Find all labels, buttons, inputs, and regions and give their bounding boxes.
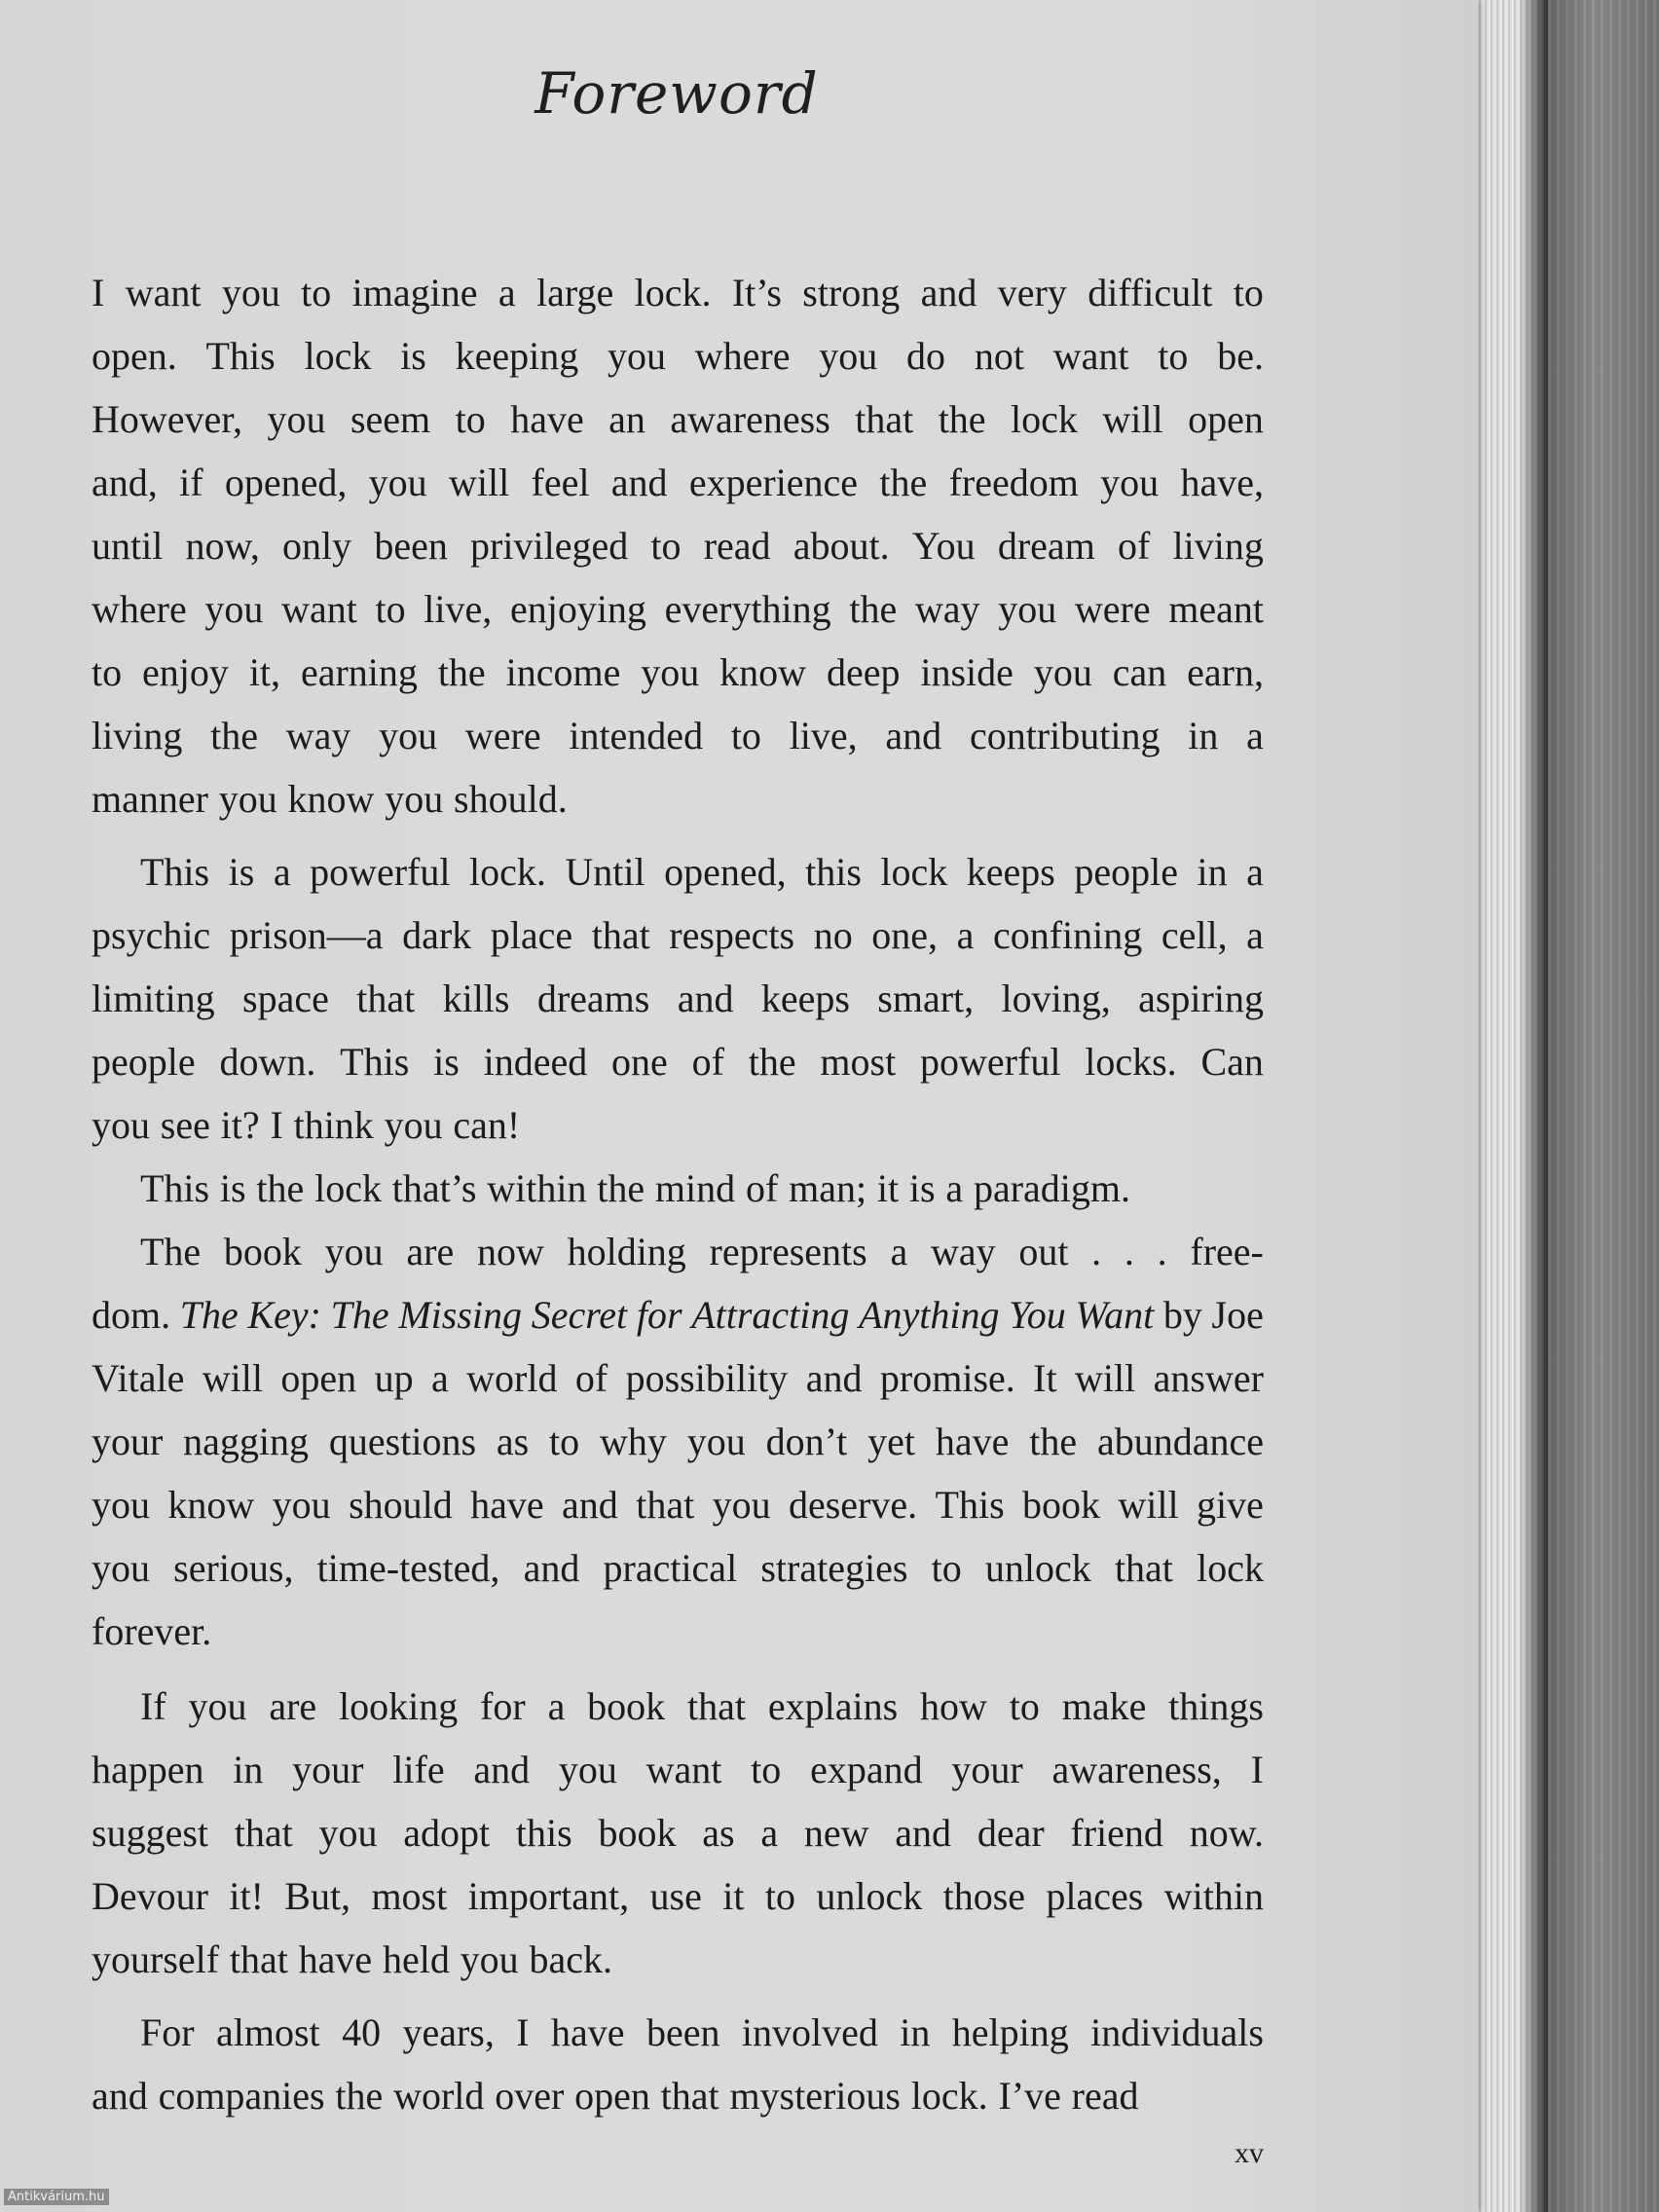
- paragraph: [92, 840, 1264, 1157]
- table-surface: [1548, 0, 1659, 2212]
- paragraph: [92, 1157, 1264, 1220]
- text-line: you serious, time-tested, and practical strategies to unlock that lock: [92, 1546, 1264, 1590]
- text-line: suggest that you adopt this book as a new and dear friend now.: [92, 1811, 1264, 1855]
- watermark: Antikvárium.hu: [4, 2189, 109, 2205]
- text-line: Vitale will open up a world of possibility and promise. It will answer: [92, 1356, 1264, 1400]
- text-line: dom. The Key: The Missing Secret for Attracting Anything You Want by Joe: [92, 1293, 1264, 1337]
- text-line: This is the lock that’s within the mind of man; it is a paradigm.: [140, 1166, 1130, 1210]
- text-line: living the way you were intended to live, and contributing in a: [92, 714, 1264, 757]
- text-line: This is a powerful lock. Until opened, this lock keeps people in a: [140, 850, 1264, 894]
- text-line: psychic prison—a dark place that respects no one, a confining cell, a: [92, 913, 1264, 957]
- text-line: If you are looking for a book that explains how to make things: [140, 1684, 1264, 1728]
- text-line: and, if opened, you will feel and experience the freedom you have,: [92, 461, 1264, 504]
- body-text: [92, 261, 1264, 2127]
- paragraph: [92, 1675, 1264, 1991]
- page-title: Foreword: [535, 60, 819, 127]
- text-line: yourself that have held you back.: [92, 1937, 612, 1981]
- paragraph: [92, 261, 1264, 830]
- text-line: people down. This is indeed one of the most powerful locks. Can: [92, 1040, 1264, 1084]
- text-line: open. This lock is keeping you where you do not want to be.: [92, 334, 1264, 378]
- text-line: your nagging questions as to why you don’t yet have the abundance: [92, 1419, 1264, 1463]
- page-number: xv: [1235, 2137, 1264, 2169]
- text-line: where you want to live, enjoying everything the way you were meant: [92, 587, 1264, 631]
- text-line: limiting space that kills dreams and keeps smart, loving, aspiring: [92, 977, 1264, 1020]
- paragraph: [92, 2001, 1264, 2127]
- text-line: The book you are now holding represents a way out . . . free-: [140, 1230, 1264, 1273]
- paragraph: [92, 1220, 1264, 1663]
- text-line: happen in your life and you want to expand your awareness, I: [92, 1748, 1264, 1791]
- text-line: manner you know you should.: [92, 777, 568, 821]
- text-line: forever.: [92, 1609, 212, 1653]
- text-line: you know you should have and that you deserve. This book will give: [92, 1483, 1264, 1527]
- page-edges-shadow: [1519, 0, 1548, 2212]
- text-line: you see it? I think you can!: [92, 1103, 521, 1147]
- text-line: to enjoy it, earning the income you know deep inside you can earn,: [92, 650, 1264, 694]
- text-line: until now, only been privileged to read about. You dream of living: [92, 524, 1264, 568]
- text-line: I want you to imagine a large lock. It’s strong and very difficult to: [92, 271, 1264, 314]
- text-line: For almost 40 years, I have been involved in helping individuals: [140, 2010, 1264, 2054]
- text-line: However, you seem to have an awareness that the lock will open: [92, 397, 1264, 441]
- text-line: Devour it! But, most important, use it to unlock those places within: [92, 1874, 1264, 1918]
- text-line: and companies the world over open that mysterious lock. I’ve read: [92, 2074, 1139, 2118]
